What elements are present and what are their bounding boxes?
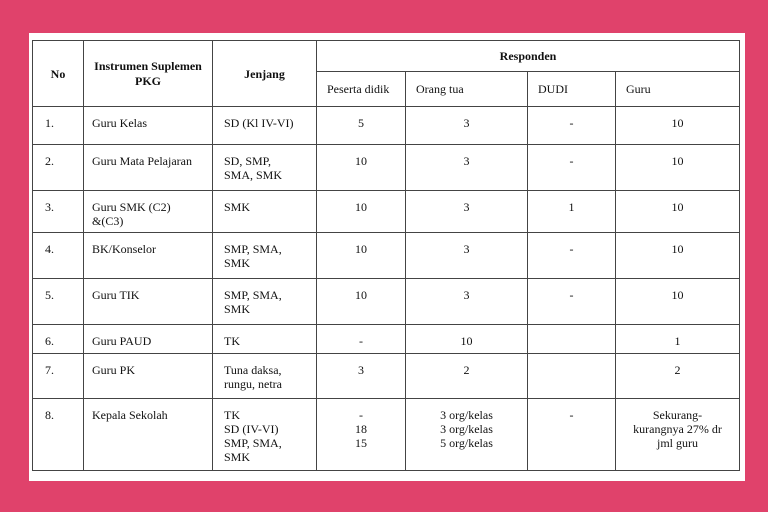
cell-peserta-didik bbox=[317, 279, 406, 325]
cell-instrumen-line: Guru SMK (C2) bbox=[92, 200, 171, 214]
cell-guru bbox=[616, 233, 740, 279]
cell-orang-tua-line: 3 bbox=[463, 154, 470, 168]
cell-orang-tua bbox=[406, 107, 528, 145]
cell-jenjang-line: SMP, SMA, bbox=[224, 436, 282, 450]
cell-peserta-didik bbox=[317, 191, 406, 233]
cell-guru-line: 10 bbox=[671, 288, 684, 302]
cell-instrumen bbox=[84, 354, 213, 399]
cell-orang-tua bbox=[406, 399, 528, 471]
cell-peserta-didik-line: 10 bbox=[355, 288, 367, 302]
cell-peserta-didik-line: 15 bbox=[355, 436, 367, 450]
cell-dudi-line: - bbox=[569, 408, 574, 422]
cell-dudi-line: - bbox=[569, 288, 574, 302]
cell-peserta-didik-line: - bbox=[359, 334, 363, 348]
header-peserta-didik: Peserta didik bbox=[317, 72, 406, 107]
cell-jenjang bbox=[213, 279, 317, 325]
header-jenjang: Jenjang bbox=[213, 41, 317, 107]
cell-dudi-line: - bbox=[569, 116, 574, 130]
cell-jenjang-line: SD (Kl IV-VI) bbox=[224, 116, 294, 130]
cell-jenjang-line: SMP, SMA, bbox=[224, 242, 282, 256]
cell-instrumen-line: Guru TIK bbox=[92, 288, 140, 302]
table-row bbox=[33, 354, 740, 399]
cell-instrumen-line: Guru Kelas bbox=[92, 116, 147, 130]
cell-jenjang-line: SMA, SMK bbox=[224, 168, 283, 182]
document-page bbox=[29, 33, 745, 481]
cell-instrumen bbox=[84, 325, 213, 354]
header-no: No bbox=[33, 41, 84, 107]
table-row bbox=[33, 279, 740, 325]
header-responden: Responden bbox=[317, 41, 740, 72]
cell-orang-tua-line: 3 org/kelas bbox=[440, 422, 493, 436]
header-orang-tua: Orang tua bbox=[406, 72, 528, 107]
cell-jenjang-line: SD (IV-VI) bbox=[224, 422, 279, 436]
cell-jenjang-line: SMK bbox=[224, 302, 251, 316]
cell-no: 1. bbox=[33, 107, 84, 145]
cell-dudi bbox=[528, 107, 616, 145]
cell-dudi bbox=[528, 145, 616, 191]
cell-instrumen bbox=[84, 191, 213, 233]
cell-dudi bbox=[528, 354, 616, 399]
cell-guru bbox=[616, 145, 740, 191]
cell-jenjang bbox=[213, 233, 317, 279]
cell-peserta-didik bbox=[317, 354, 406, 399]
cell-dudi-line: - bbox=[569, 242, 574, 256]
cell-orang-tua-line: 3 bbox=[463, 116, 470, 130]
cell-instrumen bbox=[84, 399, 213, 471]
cell-jenjang bbox=[213, 191, 317, 233]
cell-jenjang bbox=[213, 399, 317, 471]
header-instrumen: Instrumen Suplemen PKG bbox=[84, 41, 213, 107]
cell-peserta-didik-line: 3 bbox=[358, 363, 364, 377]
table-row bbox=[33, 233, 740, 279]
cell-peserta-didik bbox=[317, 399, 406, 471]
cell-no: 3. bbox=[33, 191, 84, 233]
table-row bbox=[33, 145, 740, 191]
cell-jenjang-line: SMK bbox=[224, 200, 251, 214]
cell-dudi-line: 1 bbox=[568, 200, 575, 214]
cell-instrumen bbox=[84, 107, 213, 145]
cell-jenjang-line: rungu, netra bbox=[224, 377, 282, 391]
cell-instrumen-line: Guru Mata Pelajaran bbox=[92, 154, 192, 168]
cell-guru-line: 10 bbox=[671, 154, 684, 168]
cell-dudi bbox=[528, 399, 616, 471]
cell-jenjang-line: SD, SMP, bbox=[224, 154, 272, 168]
cell-no: 5. bbox=[33, 279, 84, 325]
cell-jenjang bbox=[213, 145, 317, 191]
cell-orang-tua-line: 3 bbox=[463, 288, 470, 302]
cell-orang-tua bbox=[406, 233, 528, 279]
cell-instrumen bbox=[84, 145, 213, 191]
cell-guru-line: 2 bbox=[674, 363, 681, 377]
cell-no: 4. bbox=[33, 233, 84, 279]
cell-guru bbox=[616, 325, 740, 354]
cell-jenjang-line: TK bbox=[224, 408, 240, 422]
cell-orang-tua bbox=[406, 279, 528, 325]
cell-guru bbox=[616, 279, 740, 325]
header-dudi: DUDI bbox=[528, 72, 616, 107]
cell-jenjang-line: Tuna daksa, bbox=[224, 363, 282, 377]
cell-peserta-didik-line: 18 bbox=[355, 422, 367, 436]
cell-peserta-didik bbox=[317, 107, 406, 145]
table-row bbox=[33, 107, 740, 145]
cell-instrumen-line: Kepala Sekolah bbox=[92, 408, 168, 422]
cell-jenjang-line: TK bbox=[224, 334, 240, 348]
cell-guru bbox=[616, 191, 740, 233]
cell-guru bbox=[616, 107, 740, 145]
cell-instrumen-line: Guru PAUD bbox=[92, 334, 152, 348]
cell-instrumen bbox=[84, 233, 213, 279]
cell-peserta-didik-line: - bbox=[359, 408, 363, 422]
cell-jenjang bbox=[213, 325, 317, 354]
table-row bbox=[33, 191, 740, 233]
cell-jenjang bbox=[213, 354, 317, 399]
cell-peserta-didik-line: 10 bbox=[355, 154, 367, 168]
cell-guru-line: kurangnya 27% dr bbox=[633, 422, 722, 436]
cell-no: 2. bbox=[33, 145, 84, 191]
cell-orang-tua-line: 3 bbox=[463, 242, 470, 256]
cell-guru-line: jml guru bbox=[657, 436, 698, 450]
cell-instrumen bbox=[84, 279, 213, 325]
cell-orang-tua-line: 3 org/kelas bbox=[440, 408, 493, 422]
cell-peserta-didik-line: 10 bbox=[355, 242, 367, 256]
cell-orang-tua-line: 3 bbox=[463, 200, 470, 214]
header-guru: Guru bbox=[616, 72, 740, 107]
cell-jenjang-line: SMK bbox=[224, 256, 251, 270]
cell-instrumen-line: BK/Konselor bbox=[92, 242, 156, 256]
cell-dudi bbox=[528, 325, 616, 354]
cell-peserta-didik-line: 10 bbox=[355, 200, 367, 214]
cell-orang-tua bbox=[406, 325, 528, 354]
cell-jenjang-line: SMK bbox=[224, 450, 251, 464]
cell-peserta-didik bbox=[317, 325, 406, 354]
cell-peserta-didik bbox=[317, 145, 406, 191]
cell-guru-line: 1 bbox=[674, 334, 681, 348]
cell-guru-line: Sekurang- bbox=[652, 408, 703, 422]
cell-orang-tua-line: 2 bbox=[463, 363, 470, 377]
cell-orang-tua-line: 5 org/kelas bbox=[440, 436, 493, 450]
cell-dudi bbox=[528, 279, 616, 325]
cell-guru-line: 10 bbox=[671, 242, 684, 256]
cell-orang-tua bbox=[406, 191, 528, 233]
cell-jenjang bbox=[213, 107, 317, 145]
cell-guru-line: 10 bbox=[671, 116, 684, 130]
table-row bbox=[33, 399, 740, 471]
cell-orang-tua bbox=[406, 354, 528, 399]
cell-dudi bbox=[528, 233, 616, 279]
cell-dudi-line: - bbox=[569, 154, 574, 168]
cell-peserta-didik-line: 5 bbox=[358, 116, 364, 130]
cell-orang-tua-line: 10 bbox=[460, 334, 473, 348]
responden-table bbox=[32, 40, 740, 471]
cell-no: 8. bbox=[33, 399, 84, 471]
cell-instrumen-line: &(C3) bbox=[92, 214, 124, 228]
cell-jenjang-line: SMP, SMA, bbox=[224, 288, 282, 302]
cell-guru-line: 10 bbox=[671, 200, 684, 214]
cell-no: 6. bbox=[33, 325, 84, 354]
cell-guru bbox=[616, 399, 740, 471]
cell-peserta-didik bbox=[317, 233, 406, 279]
table-row bbox=[33, 325, 740, 354]
cell-guru bbox=[616, 354, 740, 399]
cell-dudi bbox=[528, 191, 616, 233]
cell-orang-tua bbox=[406, 145, 528, 191]
cell-instrumen-line: Guru PK bbox=[92, 363, 136, 377]
cell-no: 7. bbox=[33, 354, 84, 399]
